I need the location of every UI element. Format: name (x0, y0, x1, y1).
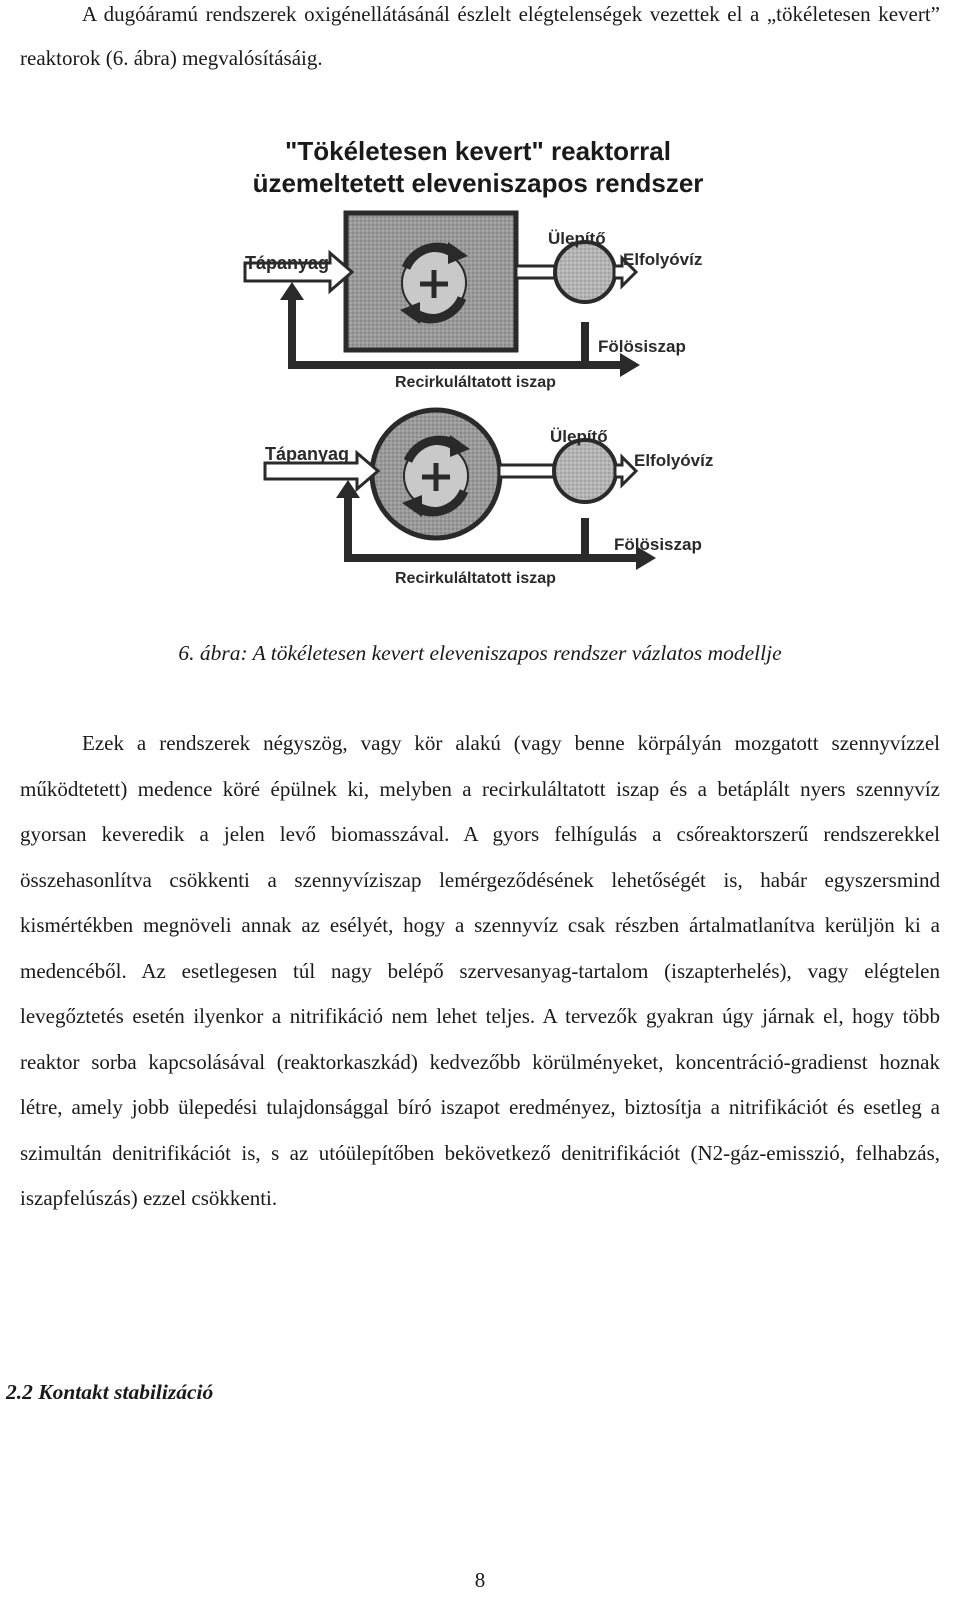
excess-sludge-label-2: Fölösiszap (614, 535, 702, 554)
excess-sludge-label-1: Fölösiszap (598, 337, 686, 356)
recycle-arrowhead-1 (280, 282, 304, 300)
page-number: 8 (474, 1568, 486, 1592)
recycled-sludge-label-1: Recirkuláltatott iszap (395, 374, 556, 391)
figure-caption: 6. ábra: A tökéletesen kevert eleveniszapos rendszer vázlatos modellje (178, 641, 782, 665)
section-title: 2.2 Kontakt stabilizáció (6, 1380, 214, 1404)
recycled-sludge-label-2: Recirkuláltatott iszap (395, 570, 556, 587)
mixing-symbol-2 (402, 435, 470, 517)
diagram-square-reactor (245, 213, 702, 391)
settler-2 (554, 440, 616, 502)
figure-6-diagram (0, 0, 960, 640)
settler-label-2: Ülepítő (550, 427, 608, 446)
mixing-symbol-1 (400, 242, 468, 324)
effluent-arrow-2 (615, 457, 636, 485)
figure-title-line2: üzemeltetett eleveniszapos rendszer (252, 168, 704, 198)
outlet-pipe-1 (516, 266, 558, 278)
settler-label-1: Ülepítő (548, 229, 606, 248)
intro-paragraph: A dugóáramú rendszerek oxigénellátásánál észlelt elégtelenségek vezettek el a „tökéletesen kevert” reaktorok (6. ábra) megvalósításáig. (20, 2, 940, 70)
body-paragraph: Ezek a rendszerek négyszög, vagy kör alakú (vagy benne körpályán mozgatott szennyvízzel működtetett) medence köré épülnek ki, melyben a recirkuláltatott iszap és a betáplált nyers szennyvíz gyorsan keveredik a jelen levő biomasszával. A gyors felhígulás a csőreaktorszerű rendszerekkel összehasonlítva csökkenti a szennyvíziszap lemérgeződésének lehetőségét is, habár egyszersmind kismértékben megnöveli annak az esélyét, hogy a szennyvíz csak részben ártalmatlanítva kerüljön ki a medencéből. Az esetlegesen túl nagy belépő szervesanyag-tartalom (iszapterhelés), vagy elégtelen levegőztetés esetén ilyenkor a nitrifikáció nem lehet teljes. A tervezők gyakran úgy járnak el, hogy több reaktor sorba kapcsolásával (reaktorkaszkád) kedvezőbb körülményeket, koncentráció-gradienst hoznak létre, amely jobb ülepedési tulajdonsággal bíró iszapot eredményez, biztosítja a nitrifikációt és esetleg a szimultán denitrifikációt is, s az utóülepítőben bekövetkező denitrifikációt (N2-gáz-emisszió, felhabzás, iszapfelúszás) ezzel csökkenti. (20, 731, 940, 1210)
effluent-label-1: Elfolyóvíz (623, 250, 703, 269)
excess-arrowhead-1 (620, 353, 640, 377)
settler-1 (555, 242, 615, 302)
effluent-label-2: Elfolyóvíz (634, 451, 714, 470)
feed-label-1: Tápanyag (245, 253, 330, 273)
feed-label-2: Tápanyag (265, 444, 350, 464)
diagram-circular-reactor (265, 410, 713, 587)
figure-title-line1: "Tökéletesen kevert" reaktorral (285, 136, 671, 166)
outlet-pipe-2 (499, 465, 557, 477)
